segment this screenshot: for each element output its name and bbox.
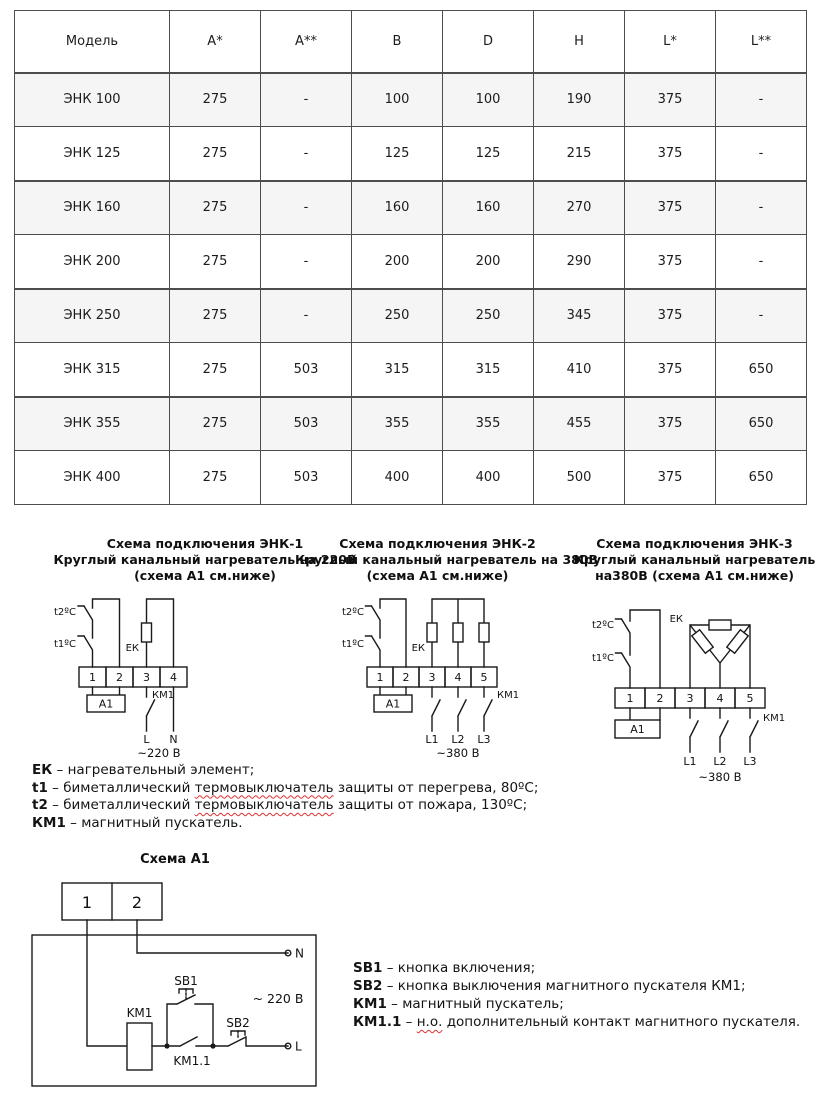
ek-label: ЕК <box>669 614 683 625</box>
value-cell: 275 <box>170 181 261 235</box>
value-cell: - <box>261 235 352 289</box>
legend-item: SB1 – кнопка включения; <box>353 960 536 976</box>
value-cell: 355 <box>352 397 443 451</box>
terminal-number: 4 <box>170 671 177 684</box>
value-cell: 503 <box>261 343 352 397</box>
table-header-row <box>15 11 807 73</box>
value-cell: 125 <box>352 127 443 181</box>
terminal-number: 2 <box>402 671 410 684</box>
a1-label: А1 <box>630 723 645 736</box>
diagram-2-title <box>295 536 599 584</box>
value-cell: 250 <box>352 289 443 343</box>
value-cell: 100 <box>443 73 534 127</box>
schema-a1-legend <box>353 959 800 1031</box>
km1-contact <box>458 687 466 731</box>
value-cell: 100 <box>352 73 443 127</box>
wiring-diagram-2 <box>342 585 585 760</box>
terminal-strip <box>367 667 497 687</box>
table-row <box>15 181 807 235</box>
value-cell: 315 <box>443 343 534 397</box>
thermal-switch-loop <box>78 599 120 667</box>
value-cell: 345 <box>534 289 625 343</box>
value-cell: 200 <box>352 235 443 289</box>
value-cell: 160 <box>352 181 443 235</box>
value-cell: - <box>261 289 352 343</box>
value-cell: 160 <box>443 181 534 235</box>
table-row <box>15 343 807 397</box>
value-cell: 275 <box>170 289 261 343</box>
km1-label: KM1 <box>126 1006 153 1020</box>
column-header-b: B <box>352 11 443 73</box>
value-cell: 375 <box>625 235 716 289</box>
column-header-a2: A** <box>261 11 352 73</box>
value-cell: 375 <box>625 289 716 343</box>
l-label: L <box>295 1039 302 1054</box>
phase-label-l2: L2 <box>713 755 727 768</box>
n-label: N <box>295 946 304 961</box>
km1-contact <box>690 708 698 752</box>
terminal-number: 1 <box>81 893 93 912</box>
value-cell: 410 <box>534 343 625 397</box>
legend-key: КМ1 <box>353 996 387 1012</box>
ek-resistor <box>727 630 748 653</box>
table-row <box>15 235 807 289</box>
legend-key: ЕК <box>32 762 53 778</box>
value-cell: 315 <box>352 343 443 397</box>
value-cell: - <box>261 127 352 181</box>
phase-label-l: L <box>143 733 150 746</box>
column-header-a1: A* <box>170 11 261 73</box>
legend-key: КМ1.1 <box>353 1014 402 1030</box>
ek-label: ЕК <box>411 643 425 654</box>
value-cell: 275 <box>170 73 261 127</box>
value-cell: - <box>716 127 807 181</box>
terminal-number: 2 <box>656 692 664 705</box>
value-cell: 190 <box>534 73 625 127</box>
value-cell: 400 <box>443 451 534 505</box>
legend-item: КМ1.1 – н.о. дополнительный контакт магнитного пускателя. <box>353 1014 801 1030</box>
value-cell: 375 <box>625 73 716 127</box>
value-cell: 375 <box>625 397 716 451</box>
terminal-number: 3 <box>143 671 150 684</box>
ek-resistor <box>142 623 152 642</box>
a1-label: А1 <box>385 697 401 711</box>
model-cell: ЭНК 200 <box>15 235 170 289</box>
terminal-number: 4 <box>716 692 724 705</box>
schema-a1-diagram <box>25 872 335 1092</box>
value-cell: 355 <box>443 397 534 451</box>
value-cell: 650 <box>716 343 807 397</box>
legend-item: t2 – биметаллический термовыключатель защиты от пожара, 130ºС; <box>32 797 528 813</box>
terminal-number: 1 <box>89 671 96 684</box>
value-cell: 275 <box>170 127 261 181</box>
value-cell: - <box>716 289 807 343</box>
thermal-switch-loop <box>366 599 407 667</box>
value-cell: - <box>716 235 807 289</box>
value-cell: 275 <box>170 397 261 451</box>
wiring-diagram-3 <box>592 585 820 785</box>
terminal-number: 4 <box>454 671 462 684</box>
ek-label: ЕК <box>125 643 139 654</box>
legend-item: SB2 – кнопка выключения магнитного пускателя КМ1; <box>353 978 746 994</box>
legend-item: t1 – биметаллический термовыключатель защиты от перегрева, 80ºС; <box>32 779 539 796</box>
t2-label: t2ºC <box>54 607 76 618</box>
ek-resistor <box>427 623 437 642</box>
title-line: на380В (схема А1 см.ниже) <box>595 568 794 583</box>
value-cell: 125 <box>443 127 534 181</box>
sb1-branch <box>167 995 213 1046</box>
voltage-label: ~ 220 В <box>252 991 304 1006</box>
column-header-h: H <box>534 11 625 73</box>
value-cell: 375 <box>625 451 716 505</box>
t1-label: t1ºC <box>592 653 614 664</box>
value-cell: 503 <box>261 451 352 505</box>
value-cell: 250 <box>443 289 534 343</box>
spec-table <box>14 10 807 505</box>
value-cell: 215 <box>534 127 625 181</box>
model-cell: ЭНК 125 <box>15 127 170 181</box>
km1-label: КМ1 <box>152 690 175 701</box>
table-row <box>15 289 807 343</box>
value-cell: - <box>716 181 807 235</box>
components-legend <box>32 762 538 832</box>
km1-label: КМ1 <box>763 713 786 724</box>
value-cell: 270 <box>534 181 625 235</box>
terminal-number: 5 <box>480 671 488 684</box>
voltage-label: ~380 В <box>698 770 742 784</box>
wiring-diagram-1 <box>55 585 285 760</box>
terminal-number: 2 <box>131 893 143 912</box>
km1-contact <box>720 708 728 752</box>
title-line: Круглый канальный нагреватель на 220В <box>53 552 357 567</box>
legend-key: SB2 <box>353 978 383 994</box>
value-cell: 455 <box>534 397 625 451</box>
a1-wires <box>630 708 660 720</box>
t1-label: t1ºC <box>54 639 76 650</box>
a1-label: А1 <box>98 697 114 711</box>
phase-label-n: N <box>169 733 178 746</box>
ek-resistor <box>453 623 463 642</box>
terminal-strip <box>79 667 187 687</box>
column-header-l1: L* <box>625 11 716 73</box>
model-cell: ЭНК 355 <box>15 397 170 451</box>
table-row <box>15 397 807 451</box>
km1-label: КМ1 <box>497 690 520 701</box>
model-cell: ЭНК 315 <box>15 343 170 397</box>
schema-a1-title: Схема А1 <box>140 852 210 867</box>
phase-label-l3: L3 <box>477 733 491 746</box>
km1-contact <box>432 687 440 731</box>
value-cell: 200 <box>443 235 534 289</box>
legend-item: КМ1 – магнитный пускатель; <box>353 996 564 1012</box>
title-line: (схема А1 см.ниже) <box>366 568 509 583</box>
value-cell: 503 <box>261 397 352 451</box>
table-row <box>15 451 807 505</box>
phase-label-l1: L1 <box>425 733 439 746</box>
table-row <box>15 127 807 181</box>
value-cell: 650 <box>716 451 807 505</box>
title-line: (схема А1 см.ниже) <box>134 568 276 583</box>
column-header-d: D <box>443 11 534 73</box>
value-cell: 500 <box>534 451 625 505</box>
voltage-label: ~380 В <box>436 746 480 760</box>
km1-coil <box>127 1023 152 1070</box>
model-cell: ЭНК 160 <box>15 181 170 235</box>
phase-label-l3: L3 <box>743 755 757 768</box>
ek-resistor <box>709 620 731 630</box>
thermal-switch-loop <box>616 610 661 688</box>
sb2-contact <box>213 1037 288 1046</box>
title-line: Круглый канальный нагреватель на 380В <box>295 552 599 567</box>
legend-key: SB1 <box>353 960 383 976</box>
terminal-number: 1 <box>626 692 634 705</box>
wire-terminal1 <box>87 920 127 1046</box>
column-header-l2: L** <box>716 11 807 73</box>
value-cell: - <box>716 73 807 127</box>
model-cell: ЭНК 100 <box>15 73 170 127</box>
legend-item: ЕК – нагревательный элемент; <box>32 762 255 778</box>
model-cell: ЭНК 250 <box>15 289 170 343</box>
sb1-label: SB1 <box>174 974 198 988</box>
ek-resistor <box>692 630 713 653</box>
value-cell: 375 <box>625 343 716 397</box>
km11-contact <box>167 1037 213 1046</box>
value-cell: 375 <box>625 127 716 181</box>
km1-contact <box>750 708 758 752</box>
t2-label: t2ºC <box>592 620 614 631</box>
voltage-label: ~220 В <box>137 746 181 760</box>
legend-key: t2 <box>32 797 48 813</box>
a1-wires <box>380 687 406 695</box>
terminal-strip <box>615 688 765 708</box>
km11-label: KM1.1 <box>173 1054 211 1068</box>
t2-label: t2ºC <box>342 607 364 618</box>
value-cell: 400 <box>352 451 443 505</box>
km1-contact <box>484 687 492 731</box>
model-cell: ЭНК 400 <box>15 451 170 505</box>
title-line: Круглый канальный нагреватель <box>573 552 816 567</box>
value-cell: - <box>261 73 352 127</box>
table-row <box>15 73 807 127</box>
value-cell: 275 <box>170 343 261 397</box>
terminal-number: 1 <box>376 671 384 684</box>
title-line: Схема подключения ЭНК-3 <box>596 536 793 551</box>
value-cell: 375 <box>625 181 716 235</box>
legend-key: КМ1 <box>32 814 66 831</box>
value-cell: - <box>261 181 352 235</box>
phase-label-l2: L2 <box>451 733 465 746</box>
value-cell: 290 <box>534 235 625 289</box>
terminal-number: 5 <box>746 692 754 705</box>
legend-key: t1 <box>32 779 48 796</box>
title-line: Схема подключения ЭНК-2 <box>339 536 536 551</box>
phase-label-l1: L1 <box>683 755 697 768</box>
terminal-number: 2 <box>116 671 123 684</box>
value-cell: 650 <box>716 397 807 451</box>
diagram-3-title <box>572 536 817 584</box>
value-cell: 275 <box>170 235 261 289</box>
a1-wires <box>93 687 120 695</box>
value-cell: 275 <box>170 451 261 505</box>
terminal-number: 3 <box>686 692 694 705</box>
terminal-number: 3 <box>428 671 436 684</box>
column-header-model: Модель <box>15 11 170 73</box>
wire-terminal2-n <box>137 920 288 953</box>
ek-resistor <box>479 623 489 642</box>
title-line: Схема подключения ЭНК-1 <box>106 536 304 551</box>
t1-label: t1ºC <box>342 639 364 650</box>
sb2-label: SB2 <box>226 1016 250 1030</box>
legend-item: КМ1 – магнитный пускатель. <box>32 814 243 831</box>
